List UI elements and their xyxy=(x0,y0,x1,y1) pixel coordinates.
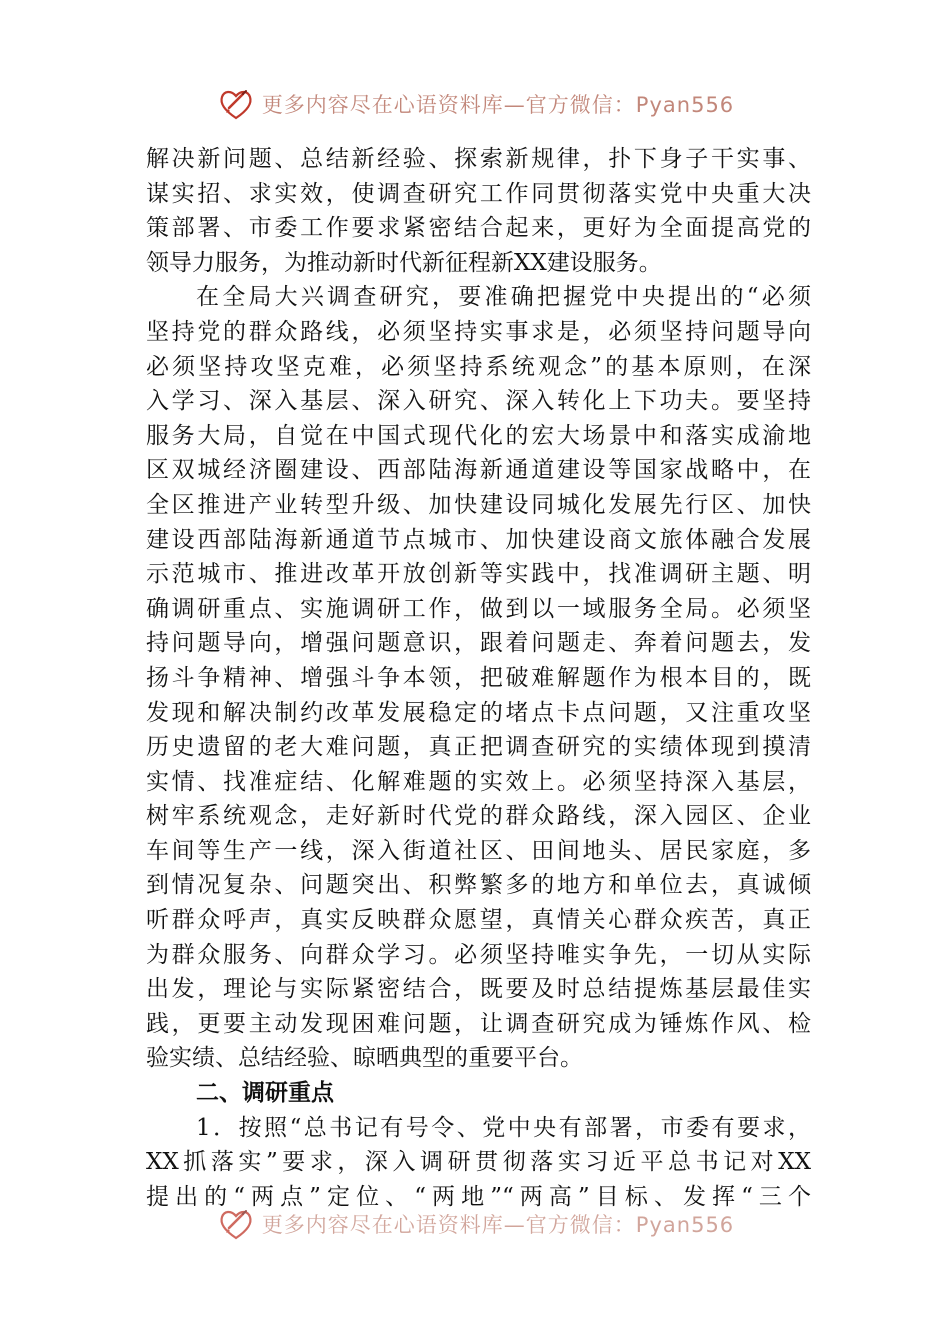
watermark-text: 更多内容尽在心语资料库—官方微信：Pyan556 xyxy=(261,93,735,117)
text-line: 全区推进产业转型升级、加快建设同城化发展先行区、加快 xyxy=(146,491,811,518)
text-line: 扬斗争精神、增强斗争本领，把破难解题作为根本目的，既 xyxy=(146,664,811,691)
document-body xyxy=(146,142,811,1214)
heart-pen-icon xyxy=(216,84,256,124)
text-line: 提出的“两点”定位、“两地”“两高”目标、发挥“三个 xyxy=(146,1183,811,1210)
text-line: 践，更要主动发现困难问题，让调查研究成为锤炼作风、检 xyxy=(146,1010,811,1037)
text-line: 示范城市、推进改革开放创新等实践中，找准调研主题、明 xyxy=(146,561,811,588)
text-line: 谋实招、求实效，使调查研究工作同贯彻落实党中央重大决 xyxy=(146,180,811,207)
text-line: 实情、找准症结、化解难题的实效上。必须坚持深入基层， xyxy=(146,768,811,795)
text-line: 听群众呼声，真实反映群众愿望，真情关心群众疾苦，真正 xyxy=(146,907,811,934)
watermark-header xyxy=(0,84,950,124)
text-line: 确调研重点、实施调研工作，做到以一域服务全局。必须坚 xyxy=(146,595,811,622)
text-line: 建设西部陆海新通道节点城市、加快建设商文旅体融合发展 xyxy=(146,526,811,553)
text-line: 出发，理论与实际紧密结合，既要及时总结提炼基层最佳实 xyxy=(146,976,811,1003)
text-line: 持问题导向，增强问题意识，跟着问题走、奔着问题去，发 xyxy=(146,630,811,657)
text-line: 车间等生产一线，深入街道社区、田间地头、居民家庭，多 xyxy=(146,837,811,864)
text-line: 策部署、市委工作要求紧密结合起来，更好为全面提高党的 xyxy=(146,215,811,242)
text-line: 坚持党的群众路线，必须坚持实事求是，必须坚持问题导向 xyxy=(146,318,811,345)
text-line: 服务大局，自觉在中国式现代化的宏大场景中和落实成渝地 xyxy=(146,422,811,449)
text-line: 入学习、深入基层、深入研究、深入转化上下功夫。要坚持 xyxy=(146,388,811,415)
text-line: 为群众服务、向群众学习。必须坚持唯实争先，一切从实际 xyxy=(146,941,811,968)
watermark-text: 更多内容尽在心语资料库—官方微信：Pyan556 xyxy=(261,1213,735,1237)
text-line: 1．按照“总书记有号令、党中央有部署，市委有要求， xyxy=(196,1114,811,1141)
text-line: 领导力服务，为推动新时代新征程新XX建设服务。 xyxy=(146,249,662,276)
text-line: 到情况复杂、问题突出、积弊繁多的地方和单位去，真诚倾 xyxy=(146,872,811,899)
text-line: 历史遗留的老大难问题，真正把调查研究的实绩体现到摸清 xyxy=(146,734,811,761)
text-line: 树牢系统观念，走好新时代党的群众路线，深入园区、企业 xyxy=(146,803,811,830)
text-line: 验实绩、总结经验、晾晒典型的重要平台。 xyxy=(146,1045,583,1072)
section-heading: 二、调研重点 xyxy=(196,1080,334,1107)
text-line: 在全局大兴调查研究，要准确把握党中央提出的“必须 xyxy=(196,284,811,311)
text-line: 发现和解决制约改革发展稳定的堵点卡点问题，又注重攻坚 xyxy=(146,699,811,726)
text-line: 区双城经济圈建设、西部陆海新通道建设等国家战略中，在 xyxy=(146,457,811,484)
text-line: XX抓落实”要求，深入调研贯彻落实习近平总书记对XX xyxy=(146,1149,811,1176)
text-line: 解决新问题、总结新经验、探索新规律，扑下身子干实事、 xyxy=(146,146,811,172)
text-line: 必须坚持攻坚克难，必须坚持系统观念”的基本原则，在深 xyxy=(146,353,811,380)
